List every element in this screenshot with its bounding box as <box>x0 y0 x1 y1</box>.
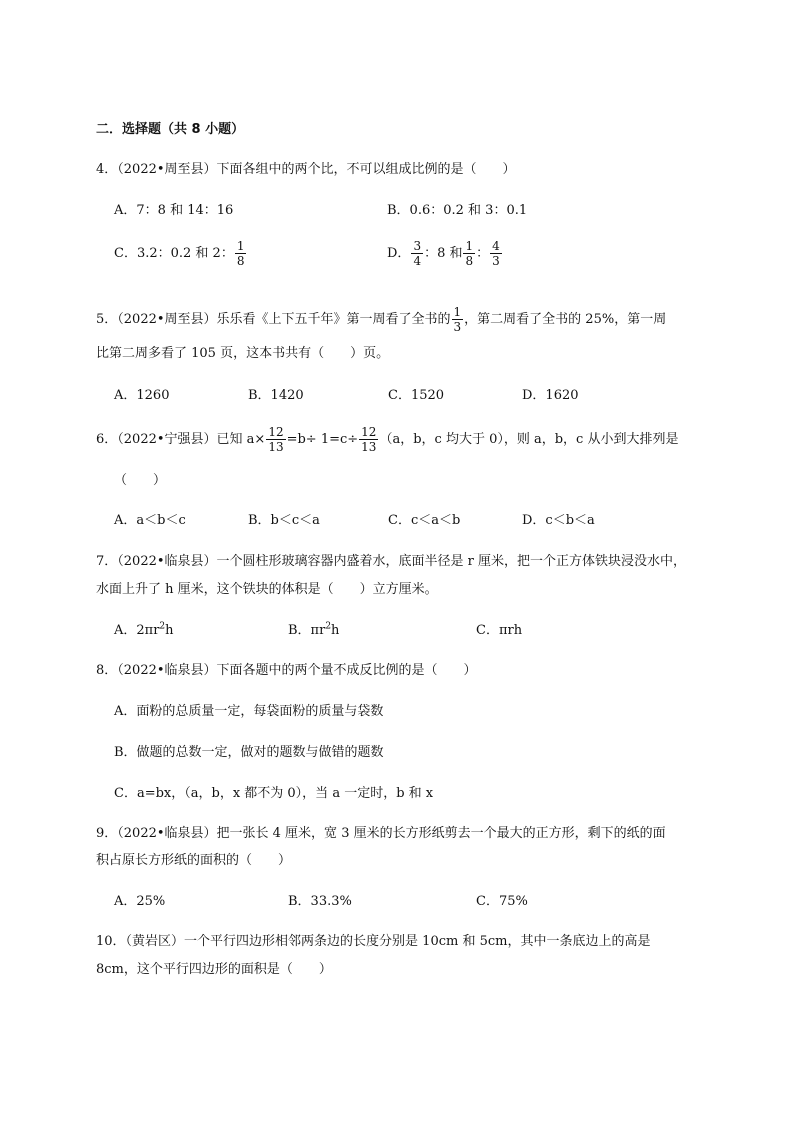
option-a-exponent: 2 <box>159 621 166 632</box>
fraction-numerator: 1 <box>236 239 245 253</box>
question-7-stem-line2: 水面上升了 h 厘米，这个铁块的体积是（ ）立方厘米。 <box>96 582 438 597</box>
fraction-1-8 <box>463 240 475 267</box>
fraction-numerator: 1 <box>453 305 462 319</box>
question-8-option-a[interactable]: A．面粉的总质量一定，每袋面粉的质量与袋数 <box>114 704 384 719</box>
option-c-text: C．3.2：0.2 和 2： <box>114 245 234 261</box>
question-8-option-b[interactable]: B．做题的总数一定，做对的题数与做错的题数 <box>114 745 384 760</box>
option-d-mid: ：8 和 <box>424 245 463 261</box>
question-5-option-d[interactable]: D．1620 <box>522 388 579 403</box>
fraction-numerator: 12 <box>268 425 284 439</box>
question-4-option-c[interactable] <box>114 240 247 267</box>
question-6-option-c[interactable]: C．c＜a＜b <box>388 513 461 528</box>
fraction-numerator: 4 <box>492 239 500 253</box>
fraction-numerator: 3 <box>413 239 422 253</box>
question-6-option-a[interactable]: A．a＜b＜c <box>114 513 186 528</box>
question-5-option-a[interactable]: A．1260 <box>114 388 170 403</box>
question-4-stem: 4．（2022•周至县）下面各组中的两个比，不可以组成比例的是（ ） <box>96 162 516 177</box>
option-a-base: A．2πr <box>114 623 160 638</box>
option-d-colon: ： <box>476 245 490 261</box>
question-9-option-a[interactable]: A．25% <box>114 894 166 909</box>
option-b-base: B．πr <box>288 623 326 638</box>
question-6-stem-part1: 6．（2022•宁强县）已知 a× <box>96 431 266 447</box>
question-8-option-c[interactable]: C．a=bx，（a，b，x 都不为 0），当 a 一定时，b 和 x <box>114 786 434 801</box>
question-5-option-c[interactable]: C．1520 <box>388 388 445 403</box>
question-5-stem-part2: ，第二周看了全书的 25%，第一周 <box>464 311 667 327</box>
question-9-stem-line2: 积占原长方形纸的面积的（ ） <box>96 853 292 868</box>
question-6-stem <box>96 426 678 453</box>
option-b-suffix: h <box>331 623 340 638</box>
fraction-denominator: 8 <box>236 254 245 268</box>
question-7-option-c[interactable]: C．πrh <box>476 623 523 638</box>
question-4-option-d[interactable] <box>387 240 503 267</box>
fraction-numerator: 1 <box>465 239 474 253</box>
question-6-stem-part3: （a，b，c 均大于 0），则 a，b，c 从小到大排列是 <box>379 431 679 447</box>
question-5-option-b[interactable]: B．1420 <box>248 388 304 403</box>
question-7-option-b[interactable] <box>288 622 339 640</box>
option-b-exponent: 2 <box>325 621 332 632</box>
question-9-stem-line1: 9．（2022•临泉县）把一张长 4 厘米，宽 3 厘米的长方形纸剪去一个最大的正方形，剩下的纸的面 <box>96 826 666 841</box>
fraction-denominator: 4 <box>413 254 422 268</box>
fraction-1-3 <box>452 306 464 333</box>
question-9-option-b[interactable]: B．33.3% <box>288 894 352 909</box>
fraction-denominator: 8 <box>465 254 474 268</box>
question-5-stem-line2: 比第二周多看了 105 页，这本书共有（ ）页。 <box>96 346 390 361</box>
fraction-3-4 <box>411 240 423 267</box>
question-7-stem-line1: 7．（2022•临泉县）一个圆柱形玻璃容器内盛着水，底面半径是 r 厘米，把一个正方体铁块浸没水中， <box>96 554 687 569</box>
question-6-stem-part2: =b÷ 1=c÷ <box>286 431 359 447</box>
question-6-option-b[interactable]: B．b＜c＜a <box>248 513 320 528</box>
question-8-stem: 8．（2022•临泉县）下面各题中的两个量不成反比例的是（ ） <box>96 663 477 678</box>
section-title: 二．选择题（共 8 小题） <box>96 122 245 137</box>
question-10-stem-line2: 8cm，这个平行四边形的面积是（ ） <box>96 962 332 977</box>
fraction-denominator: 13 <box>268 440 284 454</box>
fraction-denominator: 3 <box>453 320 462 334</box>
question-10-stem-line1: 10．（黄岩区）一个平行四边形相邻两条边的长度分别是 10cm 和 5cm，其中一条底边上的高是 <box>96 934 651 949</box>
question-4-option-a[interactable]: A．7：8 和 14：16 <box>114 203 234 218</box>
fraction-4-3 <box>490 240 502 267</box>
fraction-denominator: 3 <box>492 254 500 268</box>
question-6-option-d[interactable]: D．c＜b＜a <box>522 513 595 528</box>
question-4-option-b[interactable]: B．0.6：0.2 和 3：0.1 <box>387 203 528 218</box>
question-9-option-c[interactable]: C．75% <box>476 894 528 909</box>
fraction-12-13 <box>266 426 285 453</box>
question-7-option-a[interactable] <box>114 622 174 640</box>
option-d-prefix: D． <box>387 245 411 261</box>
question-5-stem-part1: 5．（2022•周至县）乐乐看《上下五千年》第一周看了全书的 <box>96 311 451 327</box>
fraction-12-13 <box>359 426 378 453</box>
fraction-1-8 <box>235 240 247 267</box>
option-a-suffix: h <box>165 623 174 638</box>
question-5-stem <box>96 306 666 333</box>
question-6-stem-line2: （ ） <box>114 473 167 488</box>
fraction-numerator: 12 <box>361 425 377 439</box>
fraction-denominator: 13 <box>361 440 377 454</box>
